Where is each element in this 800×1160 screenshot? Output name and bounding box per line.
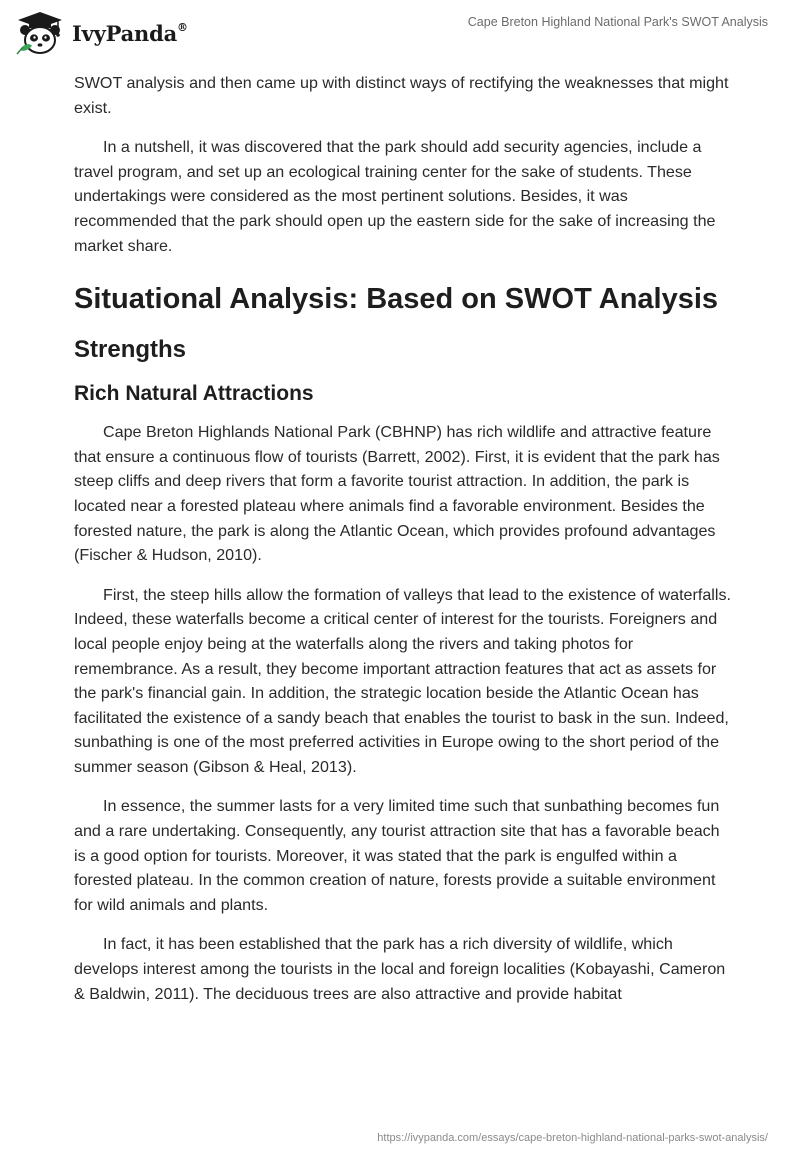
essay-content (74, 71, 734, 1021)
paragraph: In a nutshell, it was discovered that the park should add security agencies, include a travel program, and set up an ecological training center for the sake of students. These undertakings were considered as the most pertinent solutions. Besides, it was recommended that the park should open up the eastern side for the sake of increasing the market share. (74, 138, 716, 255)
paragraph: In essence, the summer lasts for a very limited time such that sunbathing becomes fun and a rare undertaking. Consequently, any tourist attraction site that has a favorable beach is a good option for tourists. Moreover, it was stated that the park is engulfed within a forested plateau. In the common creation of nature, forests provide a suitable environment for wild animals and plants. (74, 797, 720, 914)
sub-subsection-heading: Rich Natural Attractions (74, 382, 314, 406)
paragraph: First, the steep hills allow the formation of valleys that lead to the existence of waterfalls. Indeed, these waterfalls become a critical center of interest for the tourists. Foreigners and local people enjoy being at the waterfalls along the rivers and taking photos for remembrance. As a result, they become important attraction features that act as assets for the park's financial gain. In addition, the strategic location beside the Atlantic Ocean has facilitated the existence of a sandy beach that enables the tourist to bask in the sun. Indeed, sunbathing is one of the most preferred activities in Europe owing to the short period of the summer season (Gibson & Heal, 2013). (74, 585, 731, 776)
document-title: Cape Breton Highland National Park's SWOT Analysis (467, 15, 768, 29)
paragraph: Cape Breton Highlands National Park (CBHNP) has rich wildlife and attractive feature that ensure a continuous flow of tourists (Barrett, 2002). First, it is evident that the park has steep cliffs and deep rivers that form a favorite tourist attraction. In addition, the park is located near a forested plateau where animals find a favorable environment. Besides the forested nature, the park is along the Atlantic Ocean, which provides profound advantages (Fischer & Hudson, 2010). (74, 423, 720, 565)
paragraph: In fact, it has been established that the park has a rich diversity of wildlife, which develops interest among the tourists in the local and foreign localities (Kobayashi, Cameron & Baldwin, 2011). The deciduous trees are also attractive and provide habitat (74, 935, 726, 1003)
source-url[interactable]: https://ivypanda.com/essays/cape-breton-highland-national-parks-swot-analysis/ (377, 1132, 768, 1144)
logo[interactable] (14, 10, 188, 56)
paragraph: SWOT analysis and then came up with distinct ways of rectifying the weaknesses that might exist. (74, 74, 729, 117)
section-heading: Situational Analysis: Based on SWOT Analysis (74, 283, 719, 316)
page-header (0, 0, 800, 70)
panda-logo-icon (14, 10, 66, 56)
brand-name: IvyPanda® (72, 20, 188, 46)
subsection-heading: Strengths (74, 336, 187, 364)
